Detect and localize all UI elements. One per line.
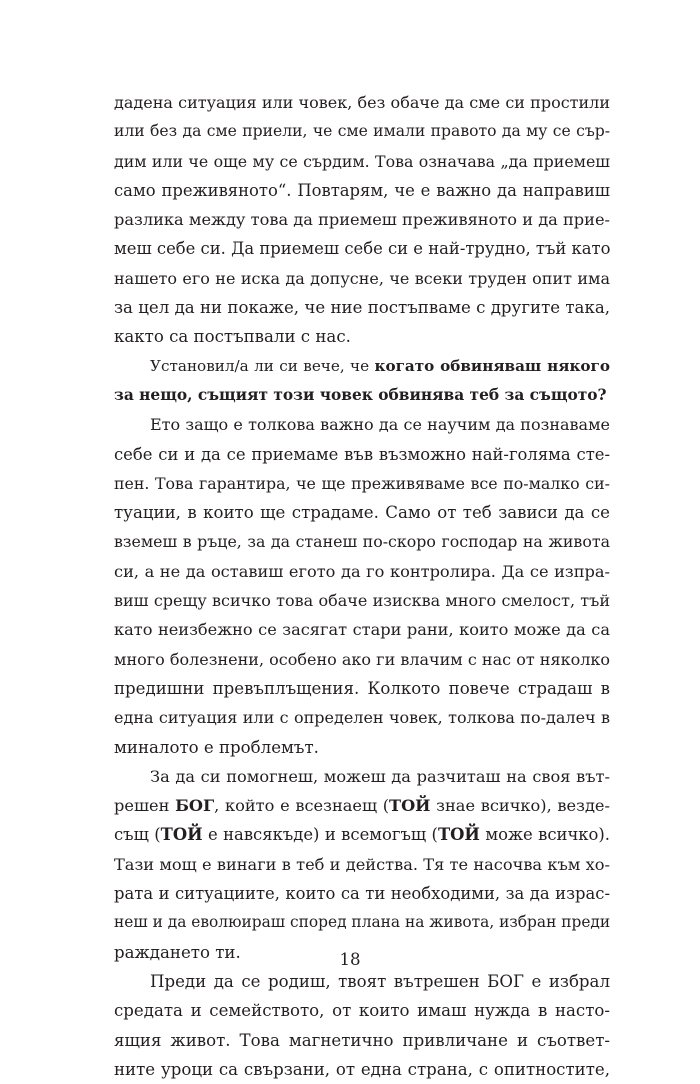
text-line: Тази мощ е винаги в теб и действа. Тя те насочва към хо- — [114, 854, 610, 874]
body-text — [114, 88, 610, 1084]
bold-text: ТОЙ — [437, 825, 480, 845]
text-line: предишни превъплъщения. Колкото повече страдаш в — [114, 678, 610, 698]
text-line: За да си помогнеш, можеш да разчиташ на своя вът- — [150, 766, 610, 786]
text-line: Ето защо е толкова важно да се научим да познаваме — [150, 415, 610, 435]
text-line: като неизбежно се засягат стари рани, които може да са — [114, 620, 610, 640]
text-line: раждането ти. — [114, 942, 241, 962]
text-line: същ (ТОЙ е навсякъде) и всемогъщ (ТОЙ може всичко). — [114, 825, 611, 845]
text-line: дадена ситуация или човек, без обаче да сме си простили — [114, 93, 610, 112]
text-line: нашето его не иска да допусне, че всеки труден опит има — [114, 268, 610, 288]
text-line: за цел да ни покаже, че ние постъпваме с другите така, — [114, 298, 610, 318]
text-line: пен. Това гарантира, че ще преживяваме все по-малко си- — [114, 473, 610, 493]
bold-text: ТОЙ — [389, 796, 431, 816]
text-line: решен БОГ, който е всезнаещ (ТОЙ знае всичко), везде- — [114, 796, 610, 816]
bold-text: БОГ — [175, 796, 215, 816]
text-line: ните уроци са свързани, от една страна, с опитностите, — [114, 1059, 610, 1079]
text-line: много болезнени, особено ако ги влачим с нас от няколко — [114, 649, 610, 669]
text-line: ящия живот. Това магнетично привличане и съответ- — [114, 1030, 610, 1050]
text-line: меш себе си. Да приемеш себе си е най-трудно, тъй като — [114, 239, 611, 259]
text-line: миналото е проблемът. — [114, 737, 319, 757]
page-number: 18 — [339, 950, 361, 969]
text-line: за нещо, същият този човек обвинява теб за същото? — [114, 385, 607, 404]
text-line: неш и да еволюираш според плана на живота, избран преди — [114, 913, 611, 932]
text-line: си, а не да оставиш егото да го контролира. Да се изпра- — [114, 561, 610, 581]
text-line: както са постъпвали с нас. — [114, 327, 351, 347]
bold-text: ТОЙ — [160, 825, 203, 845]
text-line: средата и семейството, от които имаш нужда в насто- — [114, 1001, 610, 1021]
text-line: рата и ситуациите, които са ти необходими, за да израс- — [114, 884, 610, 904]
text-line: дим или че още му се сърдим. Това означава „да приемеш — [114, 151, 610, 171]
text-line: само преживяното“. Повтарям, че е важно да направиш — [114, 180, 610, 200]
text-line: себе си и да се приемаме във възможно най-голяма сте- — [114, 444, 610, 464]
text-line: Преди да се родиш, твоят вътрешен БОГ е избрал — [150, 971, 610, 991]
text-line: разлика между това да приемеш преживяното и да прие- — [114, 210, 610, 230]
text-line: виш срещу всичко това обаче изисква много смелост, тъй — [114, 591, 610, 611]
bold-text: когато обвиняваш някого — [374, 356, 610, 375]
text-line: туации, в които ще страдаме. Само от теб зависи да се — [114, 503, 610, 523]
text-line: или без да сме приели, че сме имали правото да му се сър- — [114, 122, 610, 141]
text-line: вземеш в ръце, за да станеш по-скоро господар на живота — [114, 532, 610, 552]
text-line: една ситуация или с определен човек, толкова по-далеч в — [114, 708, 610, 728]
text-line: Установил/а ли си вече, че когато обвиняваш някого — [150, 356, 610, 375]
